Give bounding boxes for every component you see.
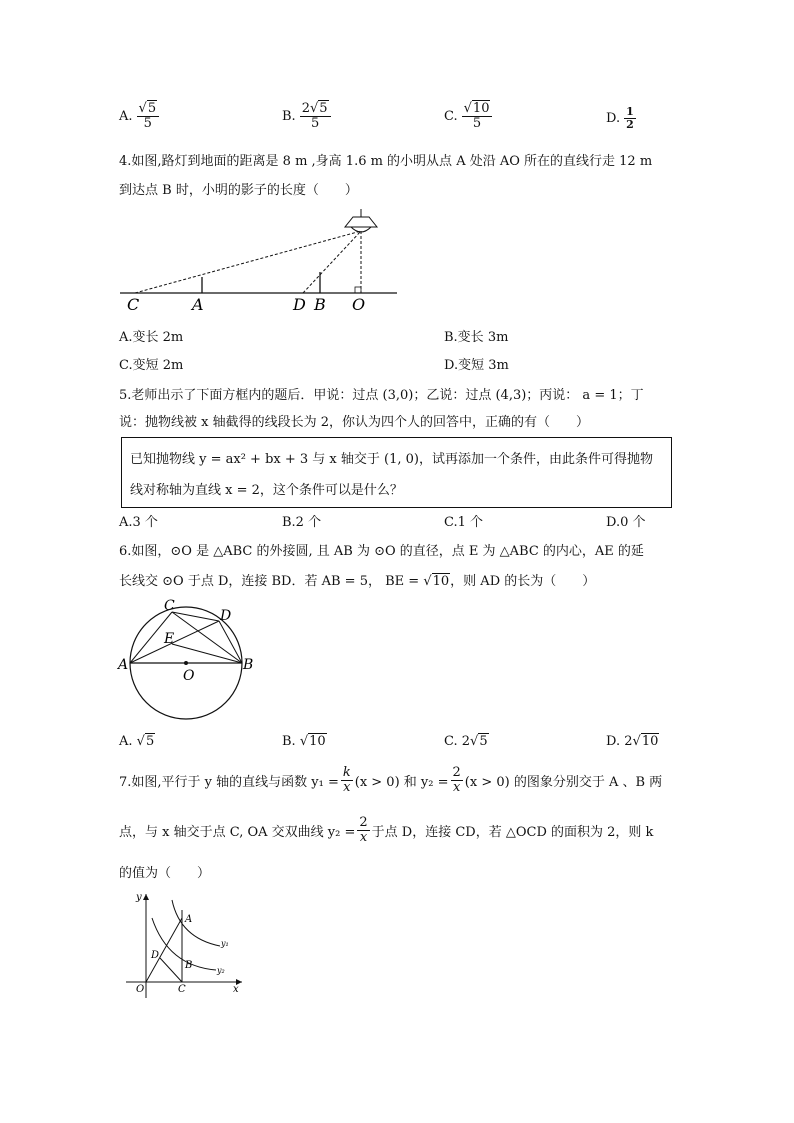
q6-option-d: D. 2√10 [606,734,659,749]
q3-a-fraction: $\frac{√5}{5}$ [137,102,160,130]
option-label: C. [444,734,458,749]
q5-option-a: A.3 个 [119,515,158,530]
label-a: A [118,657,129,673]
denominator: x [452,779,461,795]
label-d: D [151,950,160,961]
q3-option-b [282,102,331,130]
q5-box-line2: 线对称轴为直线 x = 2，这个条件可以是什么？ [130,483,403,498]
numerator: 1 [626,105,634,118]
q3-option-c [444,102,492,130]
q5-text-line1: 5.老师出示了下面方框内的题后．甲说：过点 (3,0)；乙说：过点 (4,3)；丙说： a = 1；丁 [119,388,644,403]
q5-option-c: C.1 个 [444,515,484,530]
label-b: B [243,657,254,673]
q3-option-a [119,102,159,130]
option-label: A. [119,108,133,124]
q5-option-d: D.0 个 [606,515,646,530]
denominator: x [359,829,368,845]
q7-text-line2 [119,816,653,844]
q3-d-fraction [624,106,636,130]
option-label: C. [444,108,458,124]
label-o: O [352,295,366,314]
q7-line1-part3: (x > 0) 的图象分别交于 A 、B 两 [464,774,663,790]
option-label: D. [606,734,621,749]
right-angle-mark [355,287,361,293]
coefficient: 2 [301,101,310,116]
q6-line2-end: ，则 AD 的长为（ ） [450,574,596,589]
label-d: D [293,295,306,314]
label-a: A [192,295,204,314]
light-ray-a [135,231,361,293]
q7-hyperbola-figure [120,888,250,1000]
lamp-icon [345,217,377,227]
label-e: E [164,631,175,647]
label-o: O [183,668,195,684]
option-label: B. [282,734,296,749]
label-o: O [136,984,145,995]
denominator: 2 [626,117,634,131]
q6-option-c: C. 2√5 [444,734,488,749]
label-b: B [185,960,193,971]
q7-text-line3: 的值为（ ） [119,866,211,881]
radicand: 10 [472,101,490,116]
q6-option-a: A. √5 [119,734,155,749]
label-y: y [136,892,142,903]
label-c: C [127,295,140,314]
radicand: 5 [479,734,488,749]
label-y2: y₂ [217,966,225,975]
q4-text-line2: 到达点 B 时，小明的影子的长度（ ） [119,183,358,198]
q6-option-b: B. √10 [282,734,326,749]
denominator: 5 [472,115,482,131]
numerator: k [342,765,351,780]
segment-cb [172,612,242,663]
coefficient: 2 [624,734,633,749]
q5-box-line1: 已知抛物线 y = ax² + bx + 3 与 x 轴交于 (1, 0)，试再添加一个条件，由此条件可得抛物 [130,452,653,467]
denominator: 5 [143,115,152,131]
radicand: 10 [432,574,450,589]
q5-problem-box [121,437,672,508]
q7-text-line1 [119,766,662,794]
q4-option-b: B.变长 3m [444,330,509,345]
numerator: 2 [359,815,368,830]
fraction-2-over-x [357,816,369,844]
q4-option-d: D.变短 3m [444,358,509,373]
q5-option-b: B.2 个 [282,515,322,530]
numerator: 2 [452,765,461,780]
coefficient: 2 [461,734,471,749]
label-x: x [233,984,239,995]
center-point [184,661,188,665]
fraction-k-over-x [341,766,353,794]
radicand: 10 [641,734,659,749]
radicand: 5 [147,101,157,116]
q7-line1-part1: 7.如图,平行于 y 轴的直线与函数 y₁ = [119,774,339,790]
label-b: B [314,295,326,314]
option-label: A. [119,734,133,749]
q7-line2-part2: 于点 D，连接 CD，若 △OCD 的面积为 2，则 k [371,824,654,840]
q4-option-c: C.变短 2m [119,358,184,373]
q7-line2-part1: 点，与 x 轴交于点 C, OA 交双曲线 y₂ = [119,824,356,840]
q4-streetlight-figure [115,205,405,315]
radicand: 10 [309,734,326,749]
radicand: 5 [145,734,155,749]
q6-text-line1: 6.如图，⊙O 是 △ABC 的外接圆, 且 AB 为 ⊙O 的直径，点 E 为 △ABC 的内心，AE 的延 [119,544,644,559]
radicand: 5 [319,101,328,116]
denominator: 5 [310,115,320,131]
label-c: C [178,984,186,995]
q4-text-line1: 4.如图,路灯到地面的距离是 8 m ,身高 1.6 m 的小明从点 A 处沿 AO 所在的直线行走 12 m [119,154,653,169]
label-d: D [220,608,232,624]
segment-eb [172,644,242,663]
label-a: A [185,914,193,925]
q5-text-line2: 说：抛物线被 x 轴截得的线段长为 2，你认为四个人的回答中，正确的有（ ） [119,415,590,430]
q7-line1-part2: (x > 0) 和 y₂ = [354,774,449,790]
denominator: x [343,779,351,795]
q3-option-d [606,106,636,130]
q3-b-fraction: $\frac{2√5}{5}$ [300,102,331,130]
y-axis-arrow [143,894,149,900]
q6-line2-start: 长线交 ⊙O 于点 D，连接 BD．若 AB = 5， BE = [119,574,424,589]
q6-circle-figure [115,596,260,731]
q3-c-fraction: $\frac{√10}{5}$ [462,102,493,130]
option-label: B. [282,108,296,124]
light-ray-b [303,231,361,293]
label-c: C [164,598,175,614]
q4-option-a: A.变长 2m [119,330,184,345]
q6-text-line2: 长线交 ⊙O 于点 D，连接 BD．若 AB = 5， BE = √10，则 AD 的长为（ ） [119,574,596,589]
fraction-2-over-x [451,766,463,794]
option-label: D. [606,110,621,126]
label-y1: y₁ [221,939,229,948]
segment-dc [160,958,182,982]
